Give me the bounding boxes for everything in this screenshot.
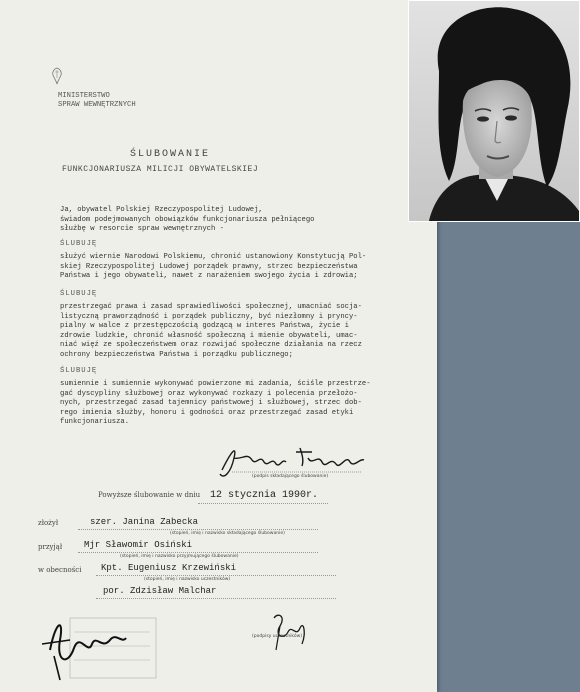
document-title: ŚLUBOWANIE <box>130 149 211 160</box>
vow-label-1: ŚLUBUJĘ <box>60 240 98 248</box>
paragraph-3: sumiennie i sumiennie wykonywać powierzone mi zadania, ściśle przestrze- gać dyscypliny służbowej oraz wykonywać rozkazy i polecenia przełożo- nych, przestrzegać zasad tajemnicy państwowej i służbowej, strzec dob- rego imienia służby, honoru i godności oraz przestrzegać zasad etyki funkcjonariusza. <box>60 380 371 427</box>
portrait-image <box>409 1 579 221</box>
row-label-presence: w obecności <box>38 566 82 574</box>
row-value-accepted: Mjr Sławomir Osiński <box>84 540 193 550</box>
date-value: 12 stycznia 1990r. <box>210 490 319 501</box>
vow-label-3: ŚLUBUJĘ <box>60 367 98 375</box>
row-label-submitted: złożył <box>38 519 59 527</box>
row-value-submitted: szer. Janina Zabecka <box>90 517 199 527</box>
date-prefix: Powyższe ślubowanie w dniu <box>98 491 201 499</box>
paragraph-2: przestrzegać prawa i zasad sprawiedliwości społecznej, umacniać socja- listyczną praworządność i porządek publiczny, być niezłomny i pryncy- pialny w walce z przestępczością godzącą w interes Państwa, życie i zdrowie ludzkie, chronić własność społeczną i mienie obywateli, umac- niać więź ze społeczeństwem oraz rozwijać społeczne działania na rzecz ochrony bezpieczeństwa Państwa i porządku publicznego; <box>60 303 362 359</box>
ministry-line-1: MINISTERSTWO <box>58 92 110 100</box>
signature-caption: (podpis składającego ślubowanie) <box>252 474 329 479</box>
row-caption-presence: (stopień, imię i nazwisko uczestników) <box>144 577 231 582</box>
eagle-emblem-icon <box>50 66 64 86</box>
witness-caption: (podpisy uczestników) <box>252 634 303 639</box>
row-label-accepted: przyjął <box>38 543 63 551</box>
row-value-presence-2: por. Zdzisław Malchar <box>103 586 217 596</box>
witness-signature <box>262 610 312 656</box>
official-stamp <box>30 610 160 690</box>
vow-label-2: ŚLUBUJĘ <box>60 290 98 298</box>
row-caption-accepted: (stopień, imię i nazwisko przyjmującego ślubowanie) <box>120 554 239 559</box>
portrait-photo <box>408 0 580 222</box>
row-caption-submitted: (stopień, imię i nazwisko składającego ślubowanie) <box>170 531 285 536</box>
paragraph-1: służyć wiernie Narodowi Polskiemu, chronić ustanowiony Konstytucją Pol- skiej Rzeczypospolitej Ludowej porządek prawny, strzec bezpieczeństwa Państwa i jego obywateli, nawet z narażeniem swojego życia i zdrowia; <box>60 253 367 281</box>
row-value-presence: Kpt. Eugeniusz Krzewiński <box>101 563 237 573</box>
ministry-line-2: SPRAW WEWNĘTRZNYCH <box>58 101 136 109</box>
document-subtitle: FUNKCJONARIUSZA MILICJI OBYWATELSKIEJ <box>62 165 259 174</box>
intro-paragraph: Ja, obywatel Polskiej Rzeczypospolitej Ludowej, świadom podejmowanych obowiązków funkcjonariusza pełniącego służbę w resorcie spraw wewnętrznych - <box>60 206 315 234</box>
